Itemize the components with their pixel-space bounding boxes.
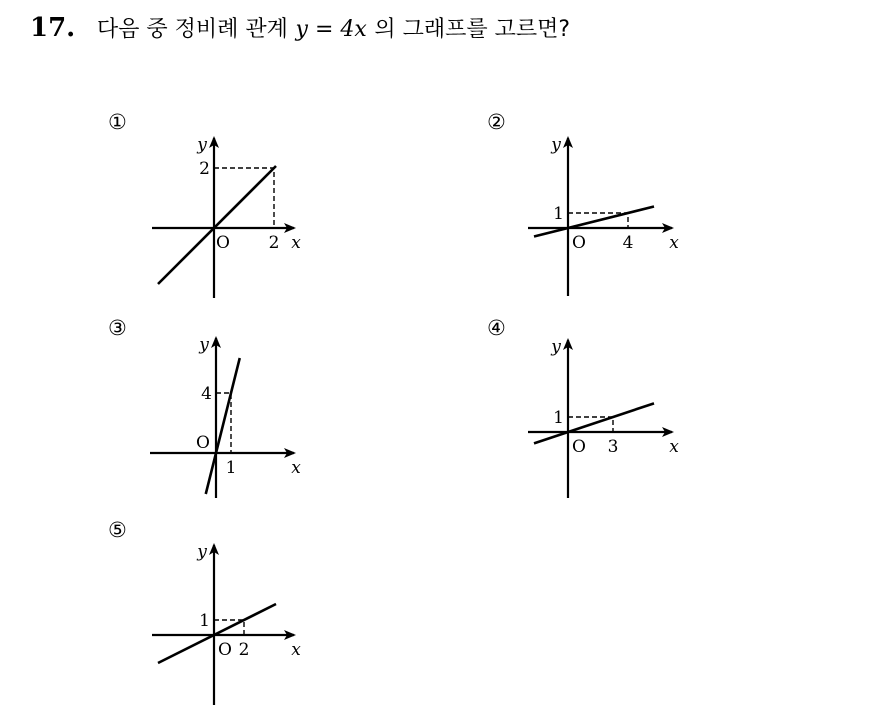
origin-label: O — [218, 640, 232, 660]
y-axis-label: y — [551, 337, 561, 357]
y-tick-label: 4 — [201, 384, 212, 404]
option-1-marker[interactable]: ① — [108, 110, 127, 134]
y-tick-label: 1 — [553, 408, 564, 428]
option-4-marker[interactable]: ④ — [487, 316, 506, 340]
x-axis-label: x — [291, 458, 301, 478]
graph-line — [158, 604, 276, 663]
x-tick-label: 4 — [622, 233, 634, 253]
option-5-marker[interactable]: ⑤ — [108, 518, 127, 542]
x-axis-label: x — [669, 437, 679, 457]
x-tick-label: 2 — [238, 640, 250, 660]
y-axis-label: y — [551, 135, 561, 155]
y-tick-label: 1 — [199, 611, 210, 631]
origin-label: O — [572, 233, 586, 253]
y-axis-label: y — [197, 135, 207, 155]
question-equation: y = 4x — [295, 17, 367, 42]
x-tick-label: 3 — [607, 437, 619, 457]
y-tick-label: 1 — [553, 204, 564, 224]
y-tick-label: 2 — [199, 159, 210, 179]
y-axis-label: y — [197, 542, 207, 562]
origin-label: O — [572, 437, 586, 457]
option-2-marker[interactable]: ② — [487, 110, 506, 134]
option-3-marker[interactable]: ③ — [108, 316, 127, 340]
origin-label: O — [216, 233, 230, 253]
x-axis-label: x — [291, 233, 301, 253]
x-tick-label: 2 — [268, 233, 280, 253]
x-axis-label: x — [291, 640, 301, 660]
question-text-before: 다음 중 정비례 관계 — [96, 17, 288, 42]
question-text-after: 의 그래프를 고르면? — [374, 17, 571, 42]
x-axis-label: x — [669, 233, 679, 253]
x-tick-label: 1 — [225, 458, 237, 478]
y-axis-label: y — [199, 335, 209, 355]
question-number: 17. — [30, 13, 76, 43]
origin-label: O — [196, 433, 210, 453]
